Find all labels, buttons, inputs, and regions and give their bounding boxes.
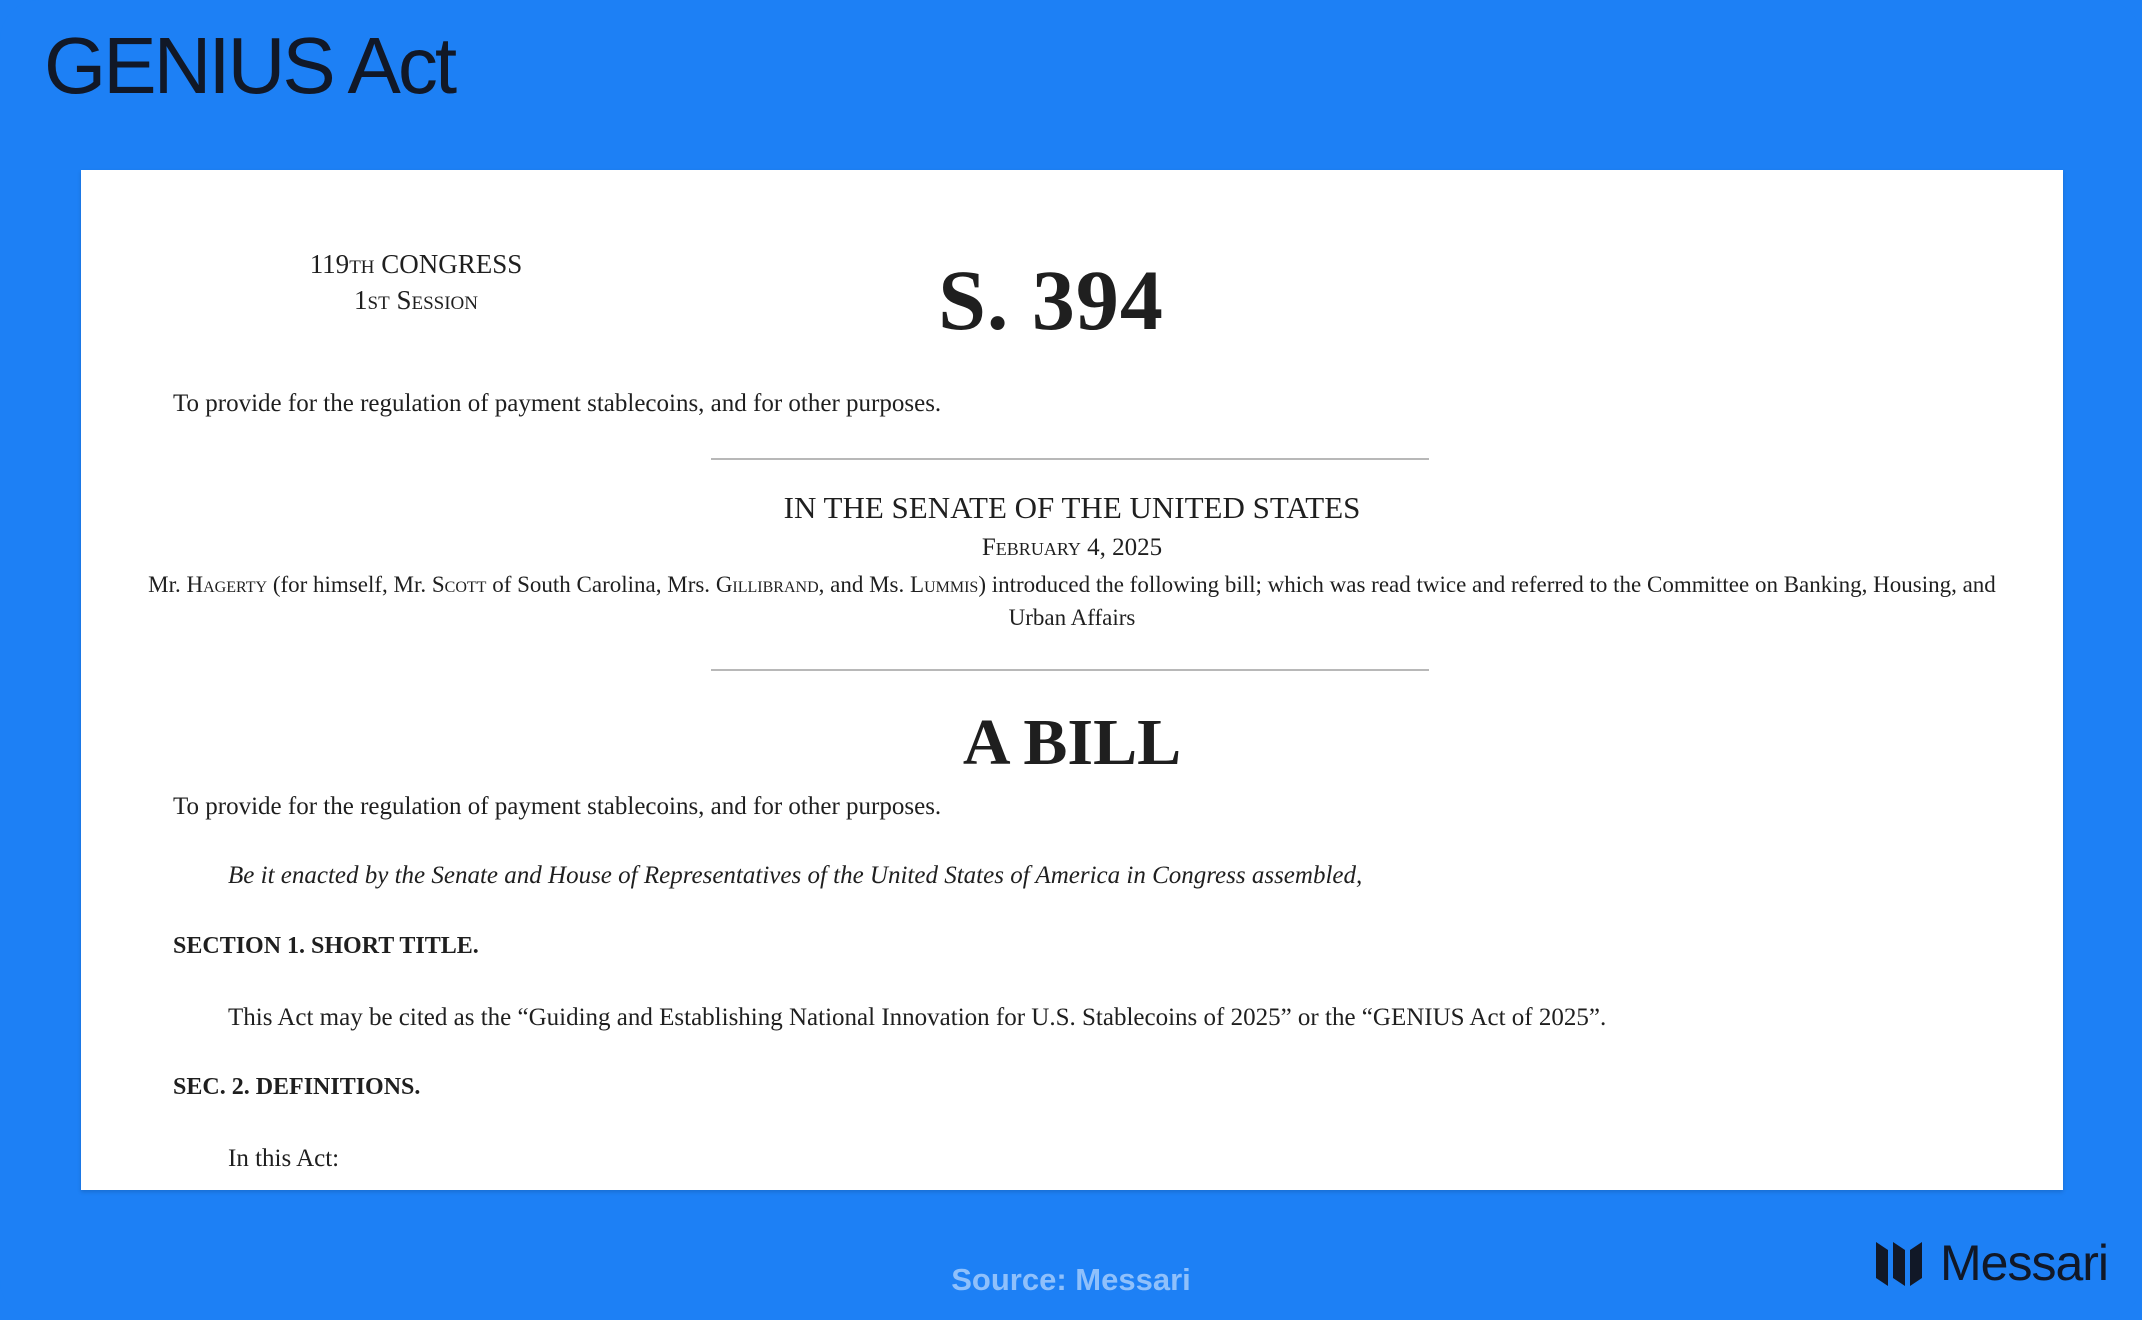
congress-suffix: th	[349, 249, 375, 279]
divider-top	[711, 458, 1429, 460]
purpose-statement-top: To provide for the regulation of payment stablecoins, and for other purposes.	[173, 390, 942, 417]
introduction-date: February 4, 2025	[981, 534, 1163, 561]
a-bill-heading: A BILL	[962, 706, 1182, 779]
intro-text-3: of South Carolina, Mrs.	[486, 572, 716, 597]
session-word: Session	[396, 285, 478, 315]
intro-text-1: Mr.	[148, 572, 187, 597]
congress-word: CONGRESS	[381, 249, 523, 279]
intro-text-4: , and Ms.	[818, 572, 911, 597]
introduction-paragraph	[141, 568, 2003, 634]
section-1-heading: SECTION 1. SHORT TITLE.	[173, 933, 479, 959]
messari-logo-icon	[1876, 1240, 1926, 1286]
section-1-text: This Act may be cited as the “Guiding and Establishing National Innovation for U.S. Stablecoins of 2025” or the “GENIUS Act of 2025”.	[228, 1004, 1607, 1031]
intro-text-2: (for himself, Mr.	[267, 572, 432, 597]
session-line	[261, 282, 571, 318]
cosponsor-gillibrand: Gillibrand	[715, 572, 819, 597]
bill-document	[81, 170, 2063, 1190]
senate-heading: IN THE SENATE OF THE UNITED STATES	[783, 490, 1361, 525]
purpose-statement: To provide for the regulation of payment stablecoins, and for other purposes.	[173, 793, 942, 820]
bill-number: S. 394	[938, 252, 1164, 348]
page-title: GENIUS Act	[44, 21, 455, 110]
sponsor-hagerty: Hagerty	[186, 572, 268, 597]
cosponsor-lummis: Lummis	[910, 572, 979, 597]
congress-number: 119	[309, 249, 350, 279]
brand-name: Messari	[1940, 1235, 2109, 1291]
congress-line	[261, 246, 571, 282]
intro-text-5: ) introduced the following bill; which was read twice and referred to the Committee on Banking, Housing, and Urban Affairs	[978, 572, 1996, 630]
section-2-heading: SEC. 2. DEFINITIONS.	[173, 1074, 421, 1100]
brand-logo	[1876, 1235, 2109, 1291]
divider-bottom	[711, 669, 1429, 671]
congress-session-block	[261, 246, 571, 318]
session-number: 1	[354, 285, 368, 315]
cosponsor-scott: Scott	[431, 572, 487, 597]
enacting-clause: Be it enacted by the Senate and House of Representatives of the United States of America in Congress assembled,	[228, 862, 1363, 889]
session-suffix: st	[367, 285, 390, 315]
section-2-text: In this Act:	[228, 1145, 340, 1172]
source-caption: Source: Messari	[951, 1262, 1191, 1297]
